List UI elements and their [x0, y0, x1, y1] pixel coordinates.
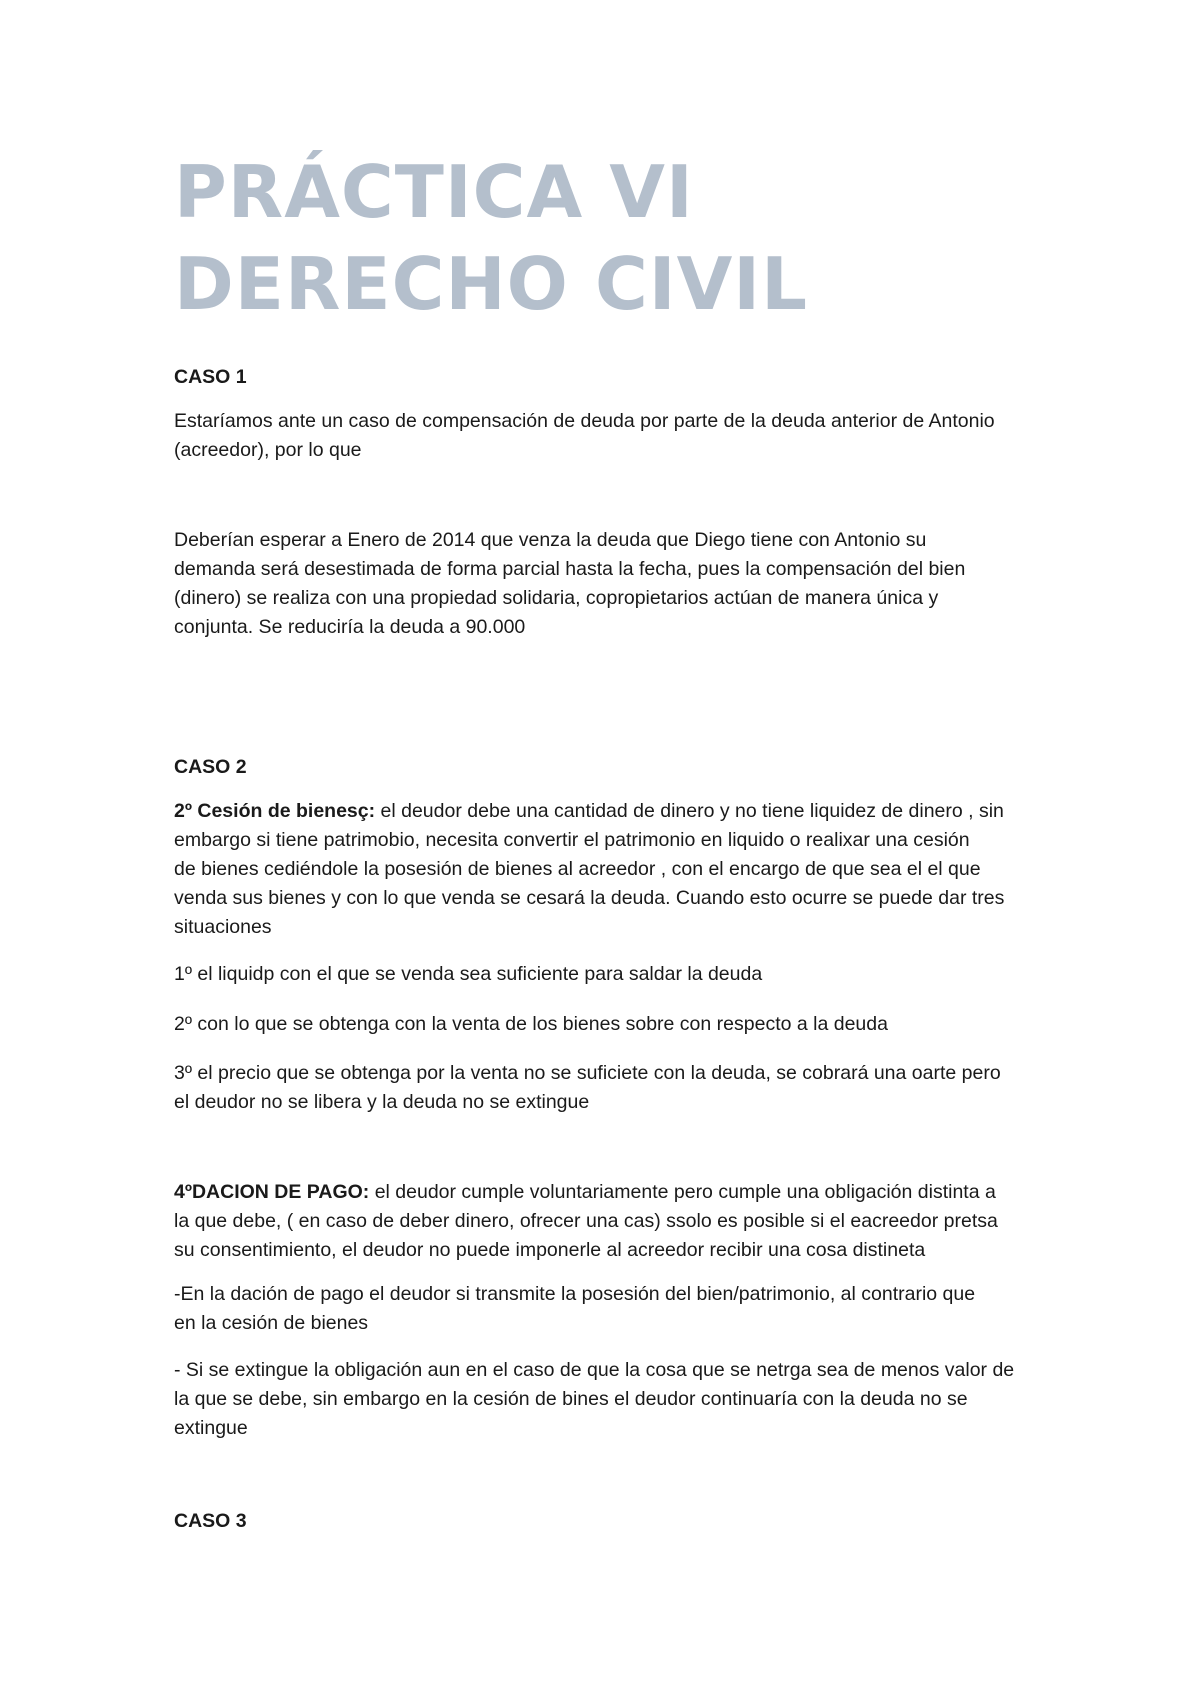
- dacion-point-2: [174, 1356, 1054, 1443]
- text-line: Estaríamos ante un caso de compensación de deuda por parte de la deuda anterior de Antonio: [174, 410, 995, 432]
- caso-3-heading: CASO 3: [174, 1510, 247, 1532]
- dacion-point-1: [174, 1280, 1054, 1338]
- text-line: la que debe, ( en caso de deber dinero, ofrecer una cas) ssolo es posible si el eacreedor pretsa: [174, 1210, 998, 1232]
- cesion-text: el deudor debe una cantidad de dinero y no tiene liquidez de dinero , sin: [375, 800, 1004, 822]
- situacion-3: [174, 1059, 1054, 1117]
- situacion-1: 1º el liquidp con el que se venda sea suficiente para saldar la deuda: [174, 963, 763, 985]
- text-line: situaciones: [174, 916, 272, 938]
- caso-1-paragraph-1: [174, 407, 1054, 465]
- text-line: su consentimiento, el deudor no puede imponerle al acreedor recibir una cosa distineta: [174, 1239, 926, 1261]
- situacion-2: 2º con lo que se obtenga con la venta de los bienes sobre con respecto a la deuda: [174, 1013, 888, 1035]
- caso-1-heading: CASO 1: [174, 366, 247, 388]
- title-line-2: DERECHO CIVIL: [174, 242, 808, 326]
- text-line: embargo si tiene patrimobio, necesita convertir el patrimonio en liquido o realixar una cesión: [174, 829, 970, 851]
- text-line: en la cesión de bienes: [174, 1312, 369, 1334]
- cesion-label: 2º Cesión de bienesç:: [174, 800, 376, 822]
- text-line: demanda será desestimada de forma parcial hasta la fecha, pues la compensación del bien: [174, 558, 966, 580]
- caso-1-paragraph-2: [174, 526, 1054, 642]
- dacion-label: 4ºDACION DE PAGO:: [174, 1181, 370, 1203]
- text-line: conjunta. Se reduciría la deuda a 90.000: [174, 616, 526, 638]
- text-line: [174, 797, 1054, 826]
- text-line: extingue: [174, 1417, 248, 1439]
- text-line: de bienes cediéndole la posesión de bienes al acreedor , con el encargo de que sea el el que: [174, 858, 981, 880]
- caso-2-heading: CASO 2: [174, 756, 247, 778]
- dacion-de-pago-paragraph: [174, 1178, 1054, 1265]
- text-line: - Si se extingue la obligación aun en el caso de que la cosa que se netrga sea de menos valor de: [174, 1359, 1015, 1381]
- title-line-1: PRÁCTICA VI: [174, 150, 694, 234]
- text-line: la que se debe, sin embargo en la cesión de bines el deudor continuaría con la deuda no se: [174, 1388, 968, 1410]
- text-line: (acreedor), por lo que: [174, 439, 362, 461]
- text-line: [174, 1178, 1054, 1207]
- text-line: el deudor no se libera y la deuda no se extingue: [174, 1091, 590, 1113]
- text-line: (dinero) se realiza con una propiedad solidaria, copropietarios actúan de manera única y: [174, 587, 939, 609]
- cesion-de-bienes-paragraph: [174, 797, 1054, 942]
- text-line: Deberían esperar a Enero de 2014 que venza la deuda que Diego tiene con Antonio su: [174, 529, 927, 551]
- dacion-text: el deudor cumple voluntariamente pero cumple una obligación distinta a: [369, 1181, 996, 1203]
- text-line: venda sus bienes y con lo que venda se cesará la deuda. Cuando esto ocurre se puede dar tres: [174, 887, 1005, 909]
- text-line: -En la dación de pago el deudor si transmite la posesión del bien/patrimonio, al contrario que: [174, 1283, 976, 1305]
- document-title: [174, 146, 808, 330]
- text-line: 3º el precio que se obtenga por la venta no se suficiete con la deuda, se cobrará una oarte pero: [174, 1062, 1001, 1084]
